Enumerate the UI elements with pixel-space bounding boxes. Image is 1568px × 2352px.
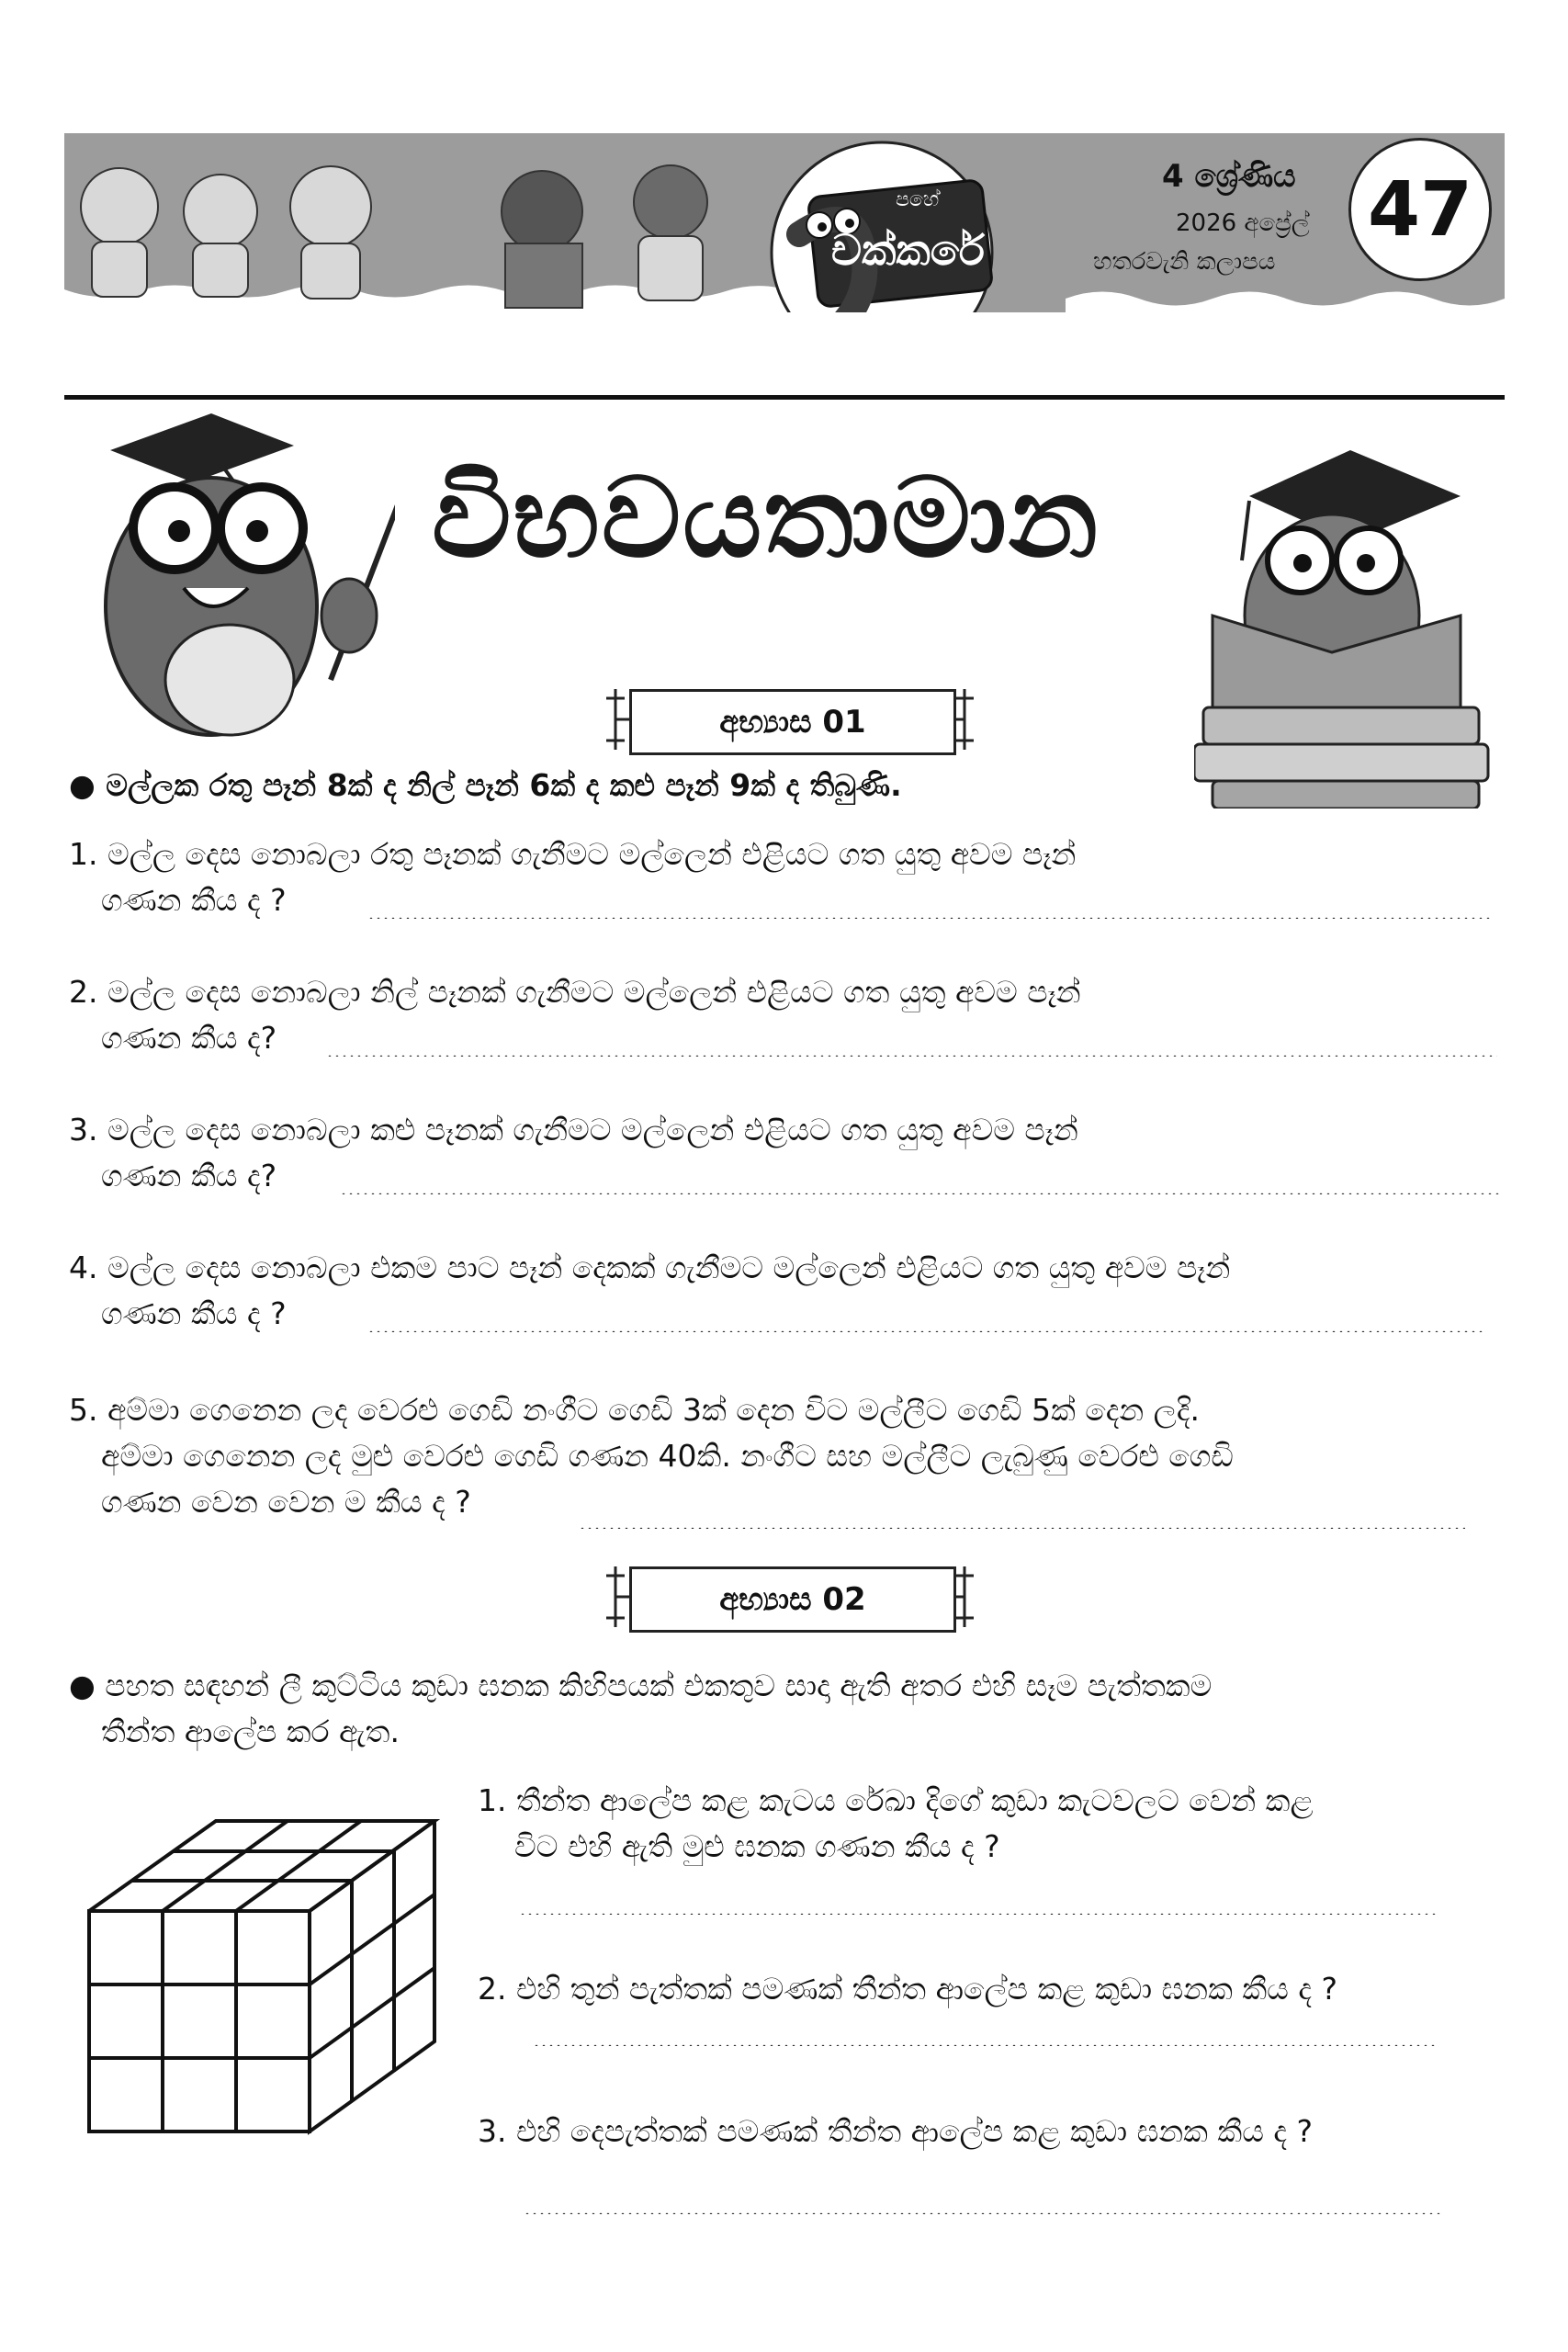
question-4-line-2: ගණන කීය ද ? <box>101 1295 287 1331</box>
header-divider <box>64 395 1505 400</box>
page-title: විභවයතාමාන <box>432 455 1100 582</box>
question-2-line-1: 2. මල්ල දෙස නොබලා නිල් පෑනක් ගැනීමට මල්ලෙන් එළියට ගත යුතු අවම පෑන් <box>69 974 1081 1010</box>
question-3-line-2: ගණන කීය ද? <box>101 1158 277 1193</box>
question-1-line-2: ගණන කීය ද ? <box>101 882 287 918</box>
issue-number-badge: 47 <box>1348 138 1492 281</box>
question-5-line-1: 5. අම්මා ගෙනෙන ලද වෙරළු ගෙඩි නංගීට ගෙඩි 3ක් දෙන විට මල්ලීට ගෙඩි 5ක් දෙන ලදි. <box>69 1392 1200 1428</box>
cube-diagram <box>87 1819 455 2168</box>
cube-question-1-line-2: විට එහි ඇති මුළු ඝනක ගණන කීය ද ? <box>514 1828 1000 1864</box>
section-1-label: අභ්‍යාස 01 <box>629 689 956 755</box>
question-1-line-1: 1. මල්ල දෙස නොබලා රතු පෑනක් ගැනීමට මල්ලෙන් එළියට ගත යුතු අවම පෑන් <box>69 836 1077 872</box>
section-2-intro-line-1: ● පහත සඳහන් ලී කුට්ටිය කුඩා ඝනක කිහිපයක් එකතුව සාදා ඇති අතර එහි සෑම පැත්තකම <box>69 1668 1213 1703</box>
answer-line-q2[interactable] <box>326 1055 1497 1057</box>
owl-reading-icon <box>1194 432 1497 808</box>
zone-label: හතරවැනි කලාපය <box>1093 248 1276 276</box>
owl-teacher-icon <box>73 413 395 753</box>
answer-line-cube-q1[interactable] <box>519 1913 1438 1915</box>
question-3-line-1: 3. මල්ල දෙස නොබලා කළු පෑනක් ගැනීමට මල්ලෙන් එළියට ගත යුතු අවම පෑන් <box>69 1112 1078 1148</box>
question-4-line-1: 4. මල්ල දෙස නොබලා එකම පාට පෑන් දෙකක් ගැනීමට මල්ලෙන් එළියට ගත යුතු අවම පෑන් <box>69 1250 1231 1285</box>
answer-line-cube-q2[interactable] <box>533 2044 1438 2046</box>
answer-line-q4[interactable] <box>367 1330 1483 1332</box>
answer-line-cube-q3[interactable] <box>524 2212 1442 2214</box>
logo-top-text: පහේ <box>896 188 940 211</box>
cube-question-1-line-1: 1. තීන්ත ආලේප කළ කැටය රේඛා දිගේ කුඩා කැටවලට වෙන් කළ <box>478 1782 1314 1818</box>
section-1-intro: ● මල්ලක රතු පෑන් 8ක් ද නිල් පෑන් 6ක් ද කළු පෑන් 9ක් ද තිබුණි. <box>69 767 902 803</box>
cube-question-3: 3. එහි දෙපැත්තක් පමණක් තීන්ත ආලේප කළ කුඩා ඝනක කීය ද ? <box>478 2113 1314 2149</box>
date-label: 2026 අප්‍රේල් <box>1176 209 1310 237</box>
answer-line-q5[interactable] <box>579 1527 1465 1529</box>
question-2-line-2: ගණන කීය ද? <box>101 1020 277 1056</box>
question-5-line-2: අම්මා ගෙනෙන ලද මුළු වෙරළු ගෙඩි ගණන 40කි. නංගීට සහ මල්ලීට ලැබුණු වෙරළු ගෙඩි <box>101 1438 1234 1474</box>
section-2-intro-line-2: තීන්ත ආලේප කර ඇත. <box>101 1713 400 1749</box>
question-5-line-3: ගණන වෙන වෙන ම කීය ද ? <box>101 1484 471 1520</box>
answer-line-q1[interactable] <box>367 917 1493 919</box>
section-2-label: අභ්‍යාස 02 <box>629 1566 956 1633</box>
cube-question-2: 2. එහි තුන් පැත්තක් පමණක් තීන්ත ආලේප කළ කුඩා ඝනක කීය ද ? <box>478 1971 1338 2007</box>
logo-text: චක්කරේ <box>831 225 985 275</box>
answer-line-q3[interactable] <box>340 1193 1502 1194</box>
grade-label: 4 ශ්‍රේණිය <box>1162 158 1296 195</box>
